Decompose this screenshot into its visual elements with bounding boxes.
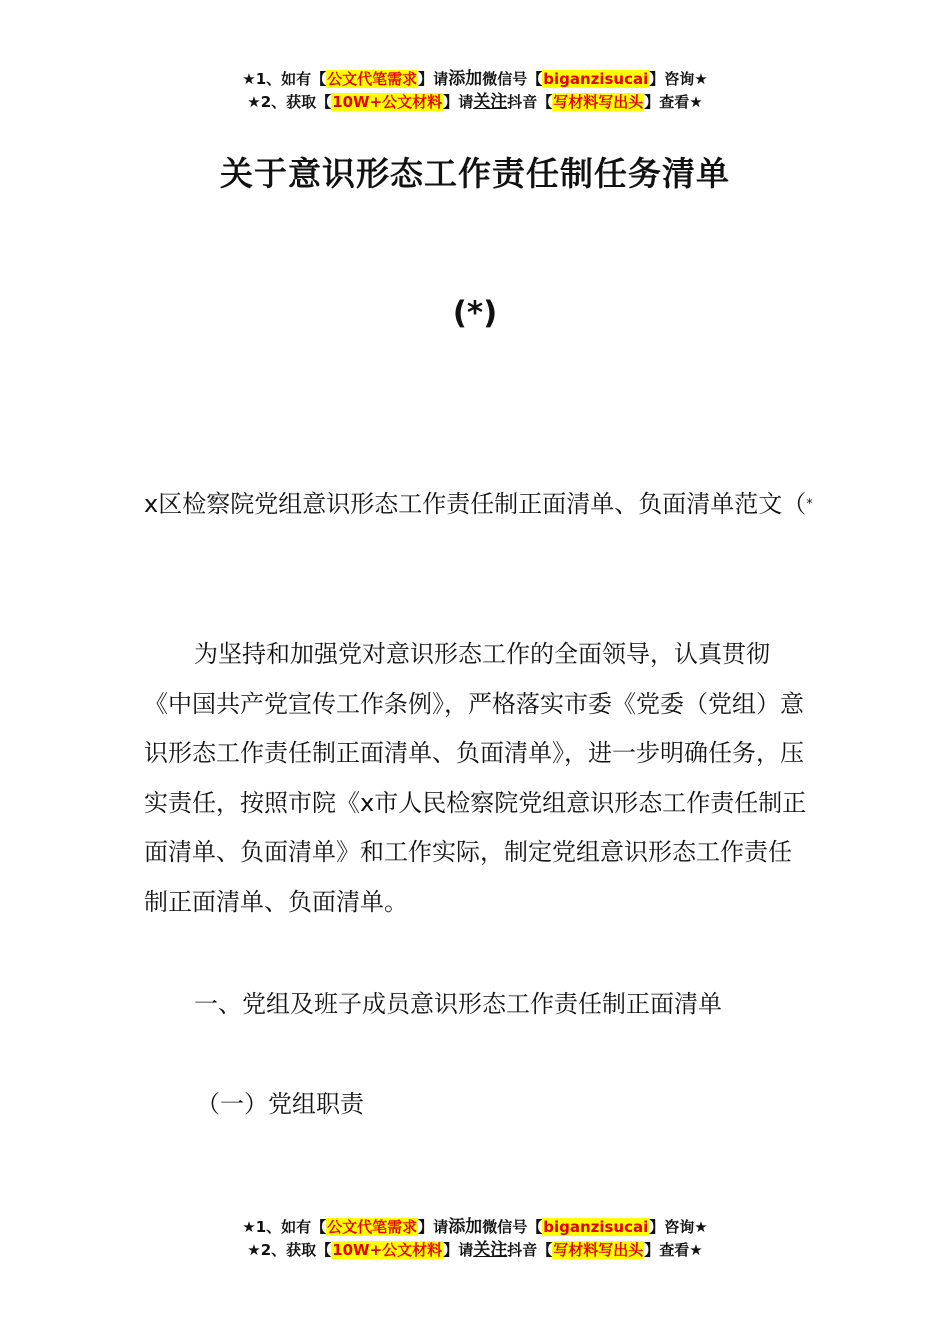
banner-highlight: 公文代笔需求 — [327, 70, 418, 88]
banner-highlight: 10W+公文材料 — [332, 1241, 443, 1259]
banner-text: 】查看★ — [644, 1241, 703, 1259]
banner-text: ★2、获取【 — [247, 93, 332, 111]
banner-highlight: 10W+公文材料 — [332, 93, 443, 111]
banner-emphasis: 添加 — [448, 1217, 483, 1237]
banner-line-1 — [0, 1216, 950, 1239]
banner-text: 】咨询★ — [649, 70, 708, 88]
document-subtitle: (*) — [452, 295, 498, 331]
banner-text: 】请 — [443, 1241, 474, 1259]
banner-line-2 — [0, 91, 950, 114]
banner-highlight: 写材料写出头 — [553, 93, 644, 111]
section-heading: 一、党组及班子成员意识形态工作责任制正面清单 — [194, 990, 722, 1018]
banner-highlight: 公文代笔需求 — [327, 1218, 418, 1236]
banner-text: ★1、如有【 — [242, 70, 327, 88]
banner-line-1 — [0, 68, 950, 91]
body-paragraph: 为坚持和加强党对意识形态工作的全面领导，认真贯彻《中国共产党宣传工作条例》，严格落实市委《党委（党组）意识形态工作责任制正面清单、负面清单》，进一步明确任务，压实责任，按照市院《x市人民检察院党组意识形态工作责任制正面清单、负面清单》和工作实际，制定党组意识形态工作责任制正面清单、负面清单。 — [144, 640, 807, 916]
subsection-heading: （一）党组职责 — [196, 1090, 364, 1118]
header-banner — [0, 68, 950, 114]
lead-paragraph — [144, 480, 814, 530]
banner-text: 微信号【 — [482, 70, 543, 88]
banner-highlight: 写材料写出头 — [553, 1241, 644, 1259]
banner-text: 】请 — [418, 70, 449, 88]
lead-text: x区检察院党组意识形态工作责任制正面清单、负面清单范文（ — [144, 490, 807, 518]
footer-banner — [0, 1216, 950, 1262]
banner-text: ★2、获取【 — [247, 1241, 332, 1259]
banner-emphasis: 关注 — [473, 1240, 508, 1260]
banner-text: 抖音【 — [507, 93, 553, 111]
banner-highlight: biganzisucai — [543, 1218, 649, 1236]
banner-line-2 — [0, 1239, 950, 1262]
banner-emphasis: 添加 — [448, 69, 483, 89]
document-title: 关于意识形态工作责任制任务清单 — [220, 154, 730, 193]
banner-text: 】请 — [418, 1218, 449, 1236]
banner-text: 抖音【 — [507, 1241, 553, 1259]
banner-highlight: biganzisucai — [543, 70, 649, 88]
banner-text: 】咨询★ — [649, 1218, 708, 1236]
banner-text: 微信号【 — [482, 1218, 543, 1236]
lead-star: * — [806, 497, 813, 512]
banner-text: 】请 — [443, 93, 474, 111]
banner-text: 】查看★ — [644, 93, 703, 111]
banner-text: ★1、如有【 — [242, 1218, 327, 1236]
banner-emphasis: 关注 — [473, 92, 508, 112]
